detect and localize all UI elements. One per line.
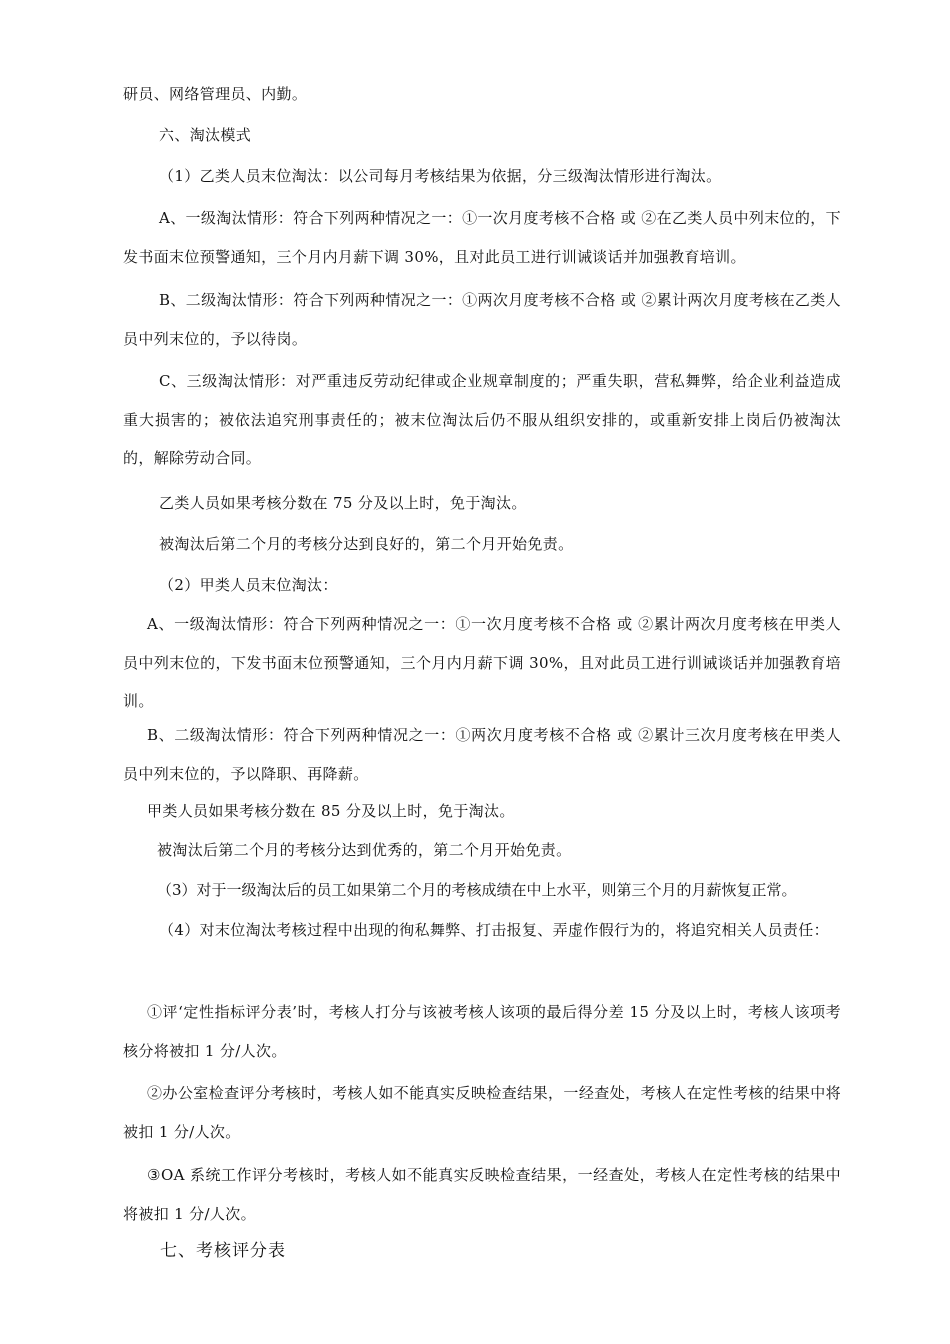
paragraph-class-b-level-1: A、一级淘汰情形：符合下列两种情况之一：①一次月度考核不合格 或 ②在乙类人员中列末位的，下发书面末位预警通知，三个月内月薪下调 30%，且对此员工进行训诫谈话并加强教育培训。	[123, 209, 841, 266]
paragraph-class-b-level-3: C、三级淘汰情形：对严重违反劳动纪律或企业规章制度的；严重失职，营私舞弊，给企业利益造成重大损害的；被依法追究刑事责任的；被末位淘汰后仍不服从组织安排的，或重新安排上岗后仍被淘汰的，解除劳动合同。	[123, 372, 841, 467]
paragraph-class-a-level-1: A、一级淘汰情形：符合下列两种情况之一：①一次月度考核不合格 或 ②累计两次月度考核在甲类人员中列末位的，下发书面末位预警通知，三个月内月薪下调 30%，且对此员工进行训诫谈话并加强教育培训。	[123, 615, 841, 710]
paragraph-class-a-elimination: （2）甲类人员末位淘汰：	[159, 576, 338, 594]
paragraph-rule-office-inspection: ②办公室检查评分考核时，考核人如不能真实反映检查结果，一经查处，考核人在定性考核的结果中将被扣 1 分/人次。	[123, 1084, 841, 1141]
paragraph-rule-oa-system: ③OA 系统工作评分考核时，考核人如不能真实反映检查结果，一经查处，考核人在定性考核的结果中将被扣 1 分/人次。	[123, 1166, 841, 1223]
paragraph-intro-tail: 研员、网络管理员、内勤。	[123, 85, 308, 103]
paragraph-class-a-exempt-excellent: 被淘汰后第二个月的考核分达到优秀的，第二个月开始免责。	[157, 841, 572, 859]
section-heading-elimination-mode: 六、淘汰模式	[159, 126, 252, 144]
paragraph-class-b-elimination: （1）乙类人员末位淘汰：以公司每月考核结果为依据，分三级淘汰情形进行淘汰。	[159, 167, 722, 185]
paragraph-salary-restore: （3）对于一级淘汰后的员工如果第二个月的考核成绩在中上水平，则第三个月的月薪恢复正常。	[157, 881, 797, 899]
paragraph-class-a-exempt-score: 甲类人员如果考核分数在 85 分及以上时，免于淘汰。	[147, 802, 515, 820]
paragraph-class-b-exempt-good: 被淘汰后第二个月的考核分达到良好的，第二个月开始免责。	[159, 535, 574, 553]
section-heading-score-table: 七、考核评分表	[160, 1241, 286, 1261]
paragraph-class-a-level-2: B、二级淘汰情形：符合下列两种情况之一：①两次月度考核不合格 或 ②累计三次月度考核在甲类人员中列末位的，予以降职、再降薪。	[123, 726, 841, 783]
paragraph-rule-qualitative-score: ①评‘定性指标评分表’时，考核人打分与该被考核人该项的最后得分差 15 分及以上时，考核人该项考核分将被扣 1 分/人次。	[123, 1003, 841, 1060]
paragraph-class-b-level-2: B、二级淘汰情形：符合下列两种情况之一：①两次月度考核不合格 或 ②累计两次月度考核在乙类人员中列末位的，予以待岗。	[123, 291, 841, 348]
paragraph-class-b-exempt-score: 乙类人员如果考核分数在 75 分及以上时，免于淘汰。	[159, 494, 527, 512]
paragraph-accountability: （4）对末位淘汰考核过程中出现的徇私舞弊、打击报复、弄虚作假行为的，将追究相关人员责任：	[159, 921, 829, 939]
